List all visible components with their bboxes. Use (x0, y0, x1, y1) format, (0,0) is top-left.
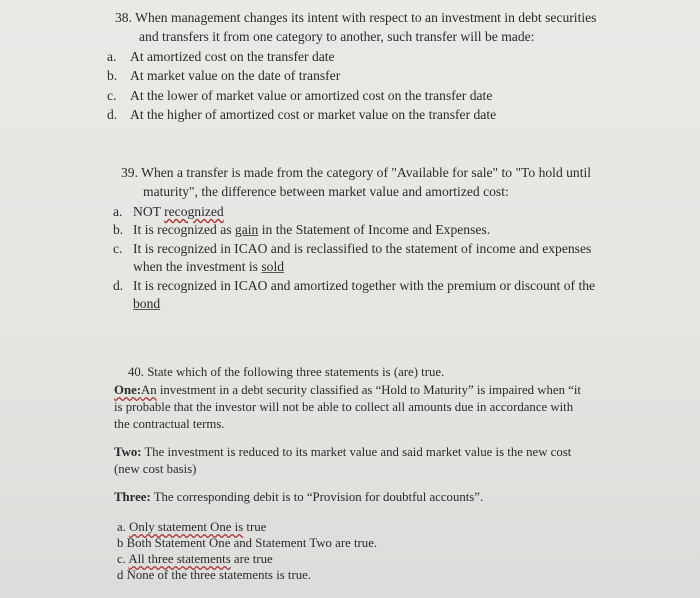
q38-stem-line1: 38. When management changes its intent with respect to an investment in debt securities (115, 10, 597, 25)
q39-option-a-marked: recognized (164, 204, 224, 219)
q39-option-a-text (133, 203, 224, 221)
q38-option-b-letter: b. (107, 68, 118, 83)
q39-stem-line2: maturity", the difference between market value and amortized cost: (143, 184, 509, 199)
q39-stem-line1: 39. When a transfer is made from the category of "Available for sale" to "To hold until (121, 165, 592, 180)
q39-option-a-letter: a. (113, 204, 123, 219)
q40-statement-three-line (114, 488, 483, 506)
q38-option-b-text: At market value on the date of transfer (130, 68, 341, 83)
q40-option-c-pre: c. (117, 552, 129, 566)
q40-option-a-post: true (243, 520, 267, 534)
q39-option-c-line2-pre: when the investment is (133, 259, 262, 274)
q40-statement-two-line2: (new cost basis) (114, 462, 197, 476)
q38-stem-line2: and transfers it from one category to another, such transfer will be made: (139, 29, 535, 44)
q39-option-b-marked: gain (234, 222, 259, 237)
q39-option-c-letter: c. (113, 241, 123, 256)
q40-one-rest: investment in a debt security classified as “Hold to Maturity” is impaired when “it (156, 383, 581, 397)
q40-option-b-text: b Both Statement One and Statement Two are true. (117, 536, 378, 550)
q40-two-label: Two: (114, 445, 142, 459)
q39-option-d-line2: bond (133, 296, 161, 311)
q38-option-a-text: At amortized cost on the transfer date (130, 49, 335, 64)
q40-one-label: One: (114, 383, 142, 397)
q39-option-a-plain: NOT (133, 204, 165, 219)
q38-option-a-letter: a. (107, 49, 117, 64)
q40-three-text: The corresponding debit is to “Provision for doubtful accounts”. (150, 490, 484, 504)
q39-option-b-post: in the Statement of Income and Expenses. (258, 222, 491, 237)
q38-option-d-letter: d. (107, 107, 118, 122)
q40-stem: 40. State which of the following three statements is (are) true. (128, 365, 445, 379)
q39-option-c-line2-marked: sold (261, 259, 285, 274)
q39-option-c-line2 (133, 258, 284, 276)
q39-option-d-letter: d. (113, 278, 124, 293)
q40-option-d-text: d None of the three statements is true. (117, 568, 312, 582)
q39-option-b-text (133, 221, 490, 239)
q39-option-c-line1: It is recognized in ICAO and is reclassified to the statement of income and expenses (133, 241, 592, 256)
q40-statement-one-line3: the contractual terms. (114, 417, 225, 431)
q40-three-label: Three: (114, 490, 151, 504)
q39-option-b-pre: It is recognized as (133, 222, 235, 237)
q38-option-c-letter: c. (107, 88, 117, 103)
q40-option-c-post: are true (230, 552, 273, 566)
q38-option-c-text: At the lower of market value or amortized cost on the transfer date (130, 88, 493, 103)
q39-option-b-letter: b. (113, 222, 124, 237)
q38-option-d-text: At the higher of amortized cost or market value on the transfer date (130, 107, 497, 122)
q40-statement-one-line2: is probable that the investor will not be able to collect all amounts due in accordance with (114, 400, 574, 414)
q40-statement-two-line1 (114, 443, 571, 461)
q40-option-c-marked: All three statements (128, 552, 231, 566)
q40-option-a-pre: a. (117, 520, 130, 534)
q40-option-a-marked: Only statement One is (129, 520, 244, 534)
q40-two-text: The investment is reduced to its market value and said market value is the new cost (141, 445, 572, 459)
q40-statement-one-line1 (114, 381, 581, 399)
q39-option-d-line1: It is recognized in ICAO and amortized together with the premium or discount of the (133, 278, 596, 293)
q40-one-marked: An (141, 383, 157, 397)
